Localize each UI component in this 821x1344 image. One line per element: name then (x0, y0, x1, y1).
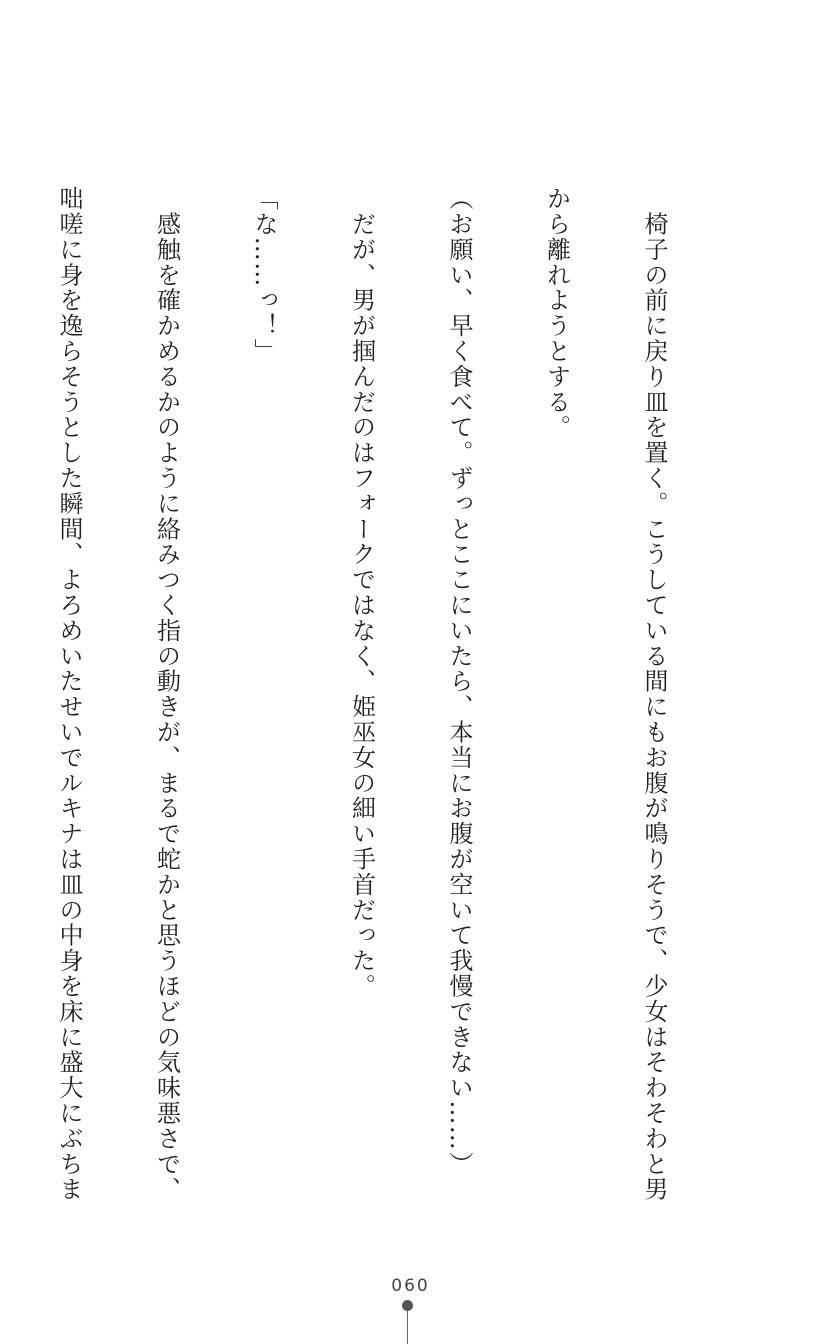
text-line: から離れようとする。 (542, 186, 571, 440)
page-number: 060 (391, 1276, 430, 1296)
folio-line-ornament (407, 1310, 408, 1344)
text-line: （お願い、早く食べて。ずっとここにいたら、本当にお腹が空いて我慢できない……） (445, 186, 473, 1177)
text-line: 咄嗟に身を逸らそうとした瞬間、よろめいたせいでルキナは皿の中身を床に盛大にぶちま (55, 186, 83, 1202)
vertical-text-body (0, 186, 735, 1202)
text-line: 「な……っ！」 (250, 186, 278, 364)
text-line: だが、男が掴んだのはフォークではなく、姫巫女の細い手首だった。 (347, 186, 376, 999)
text-line: 椅子の前に戻り皿を置く。こうしている間にもお腹が鳴りそうで、少女はそわそわと男 (640, 186, 668, 1202)
text-line: 感触を確かめるかのように絡みつく指の動きが、まるで蛇かと思うほどの気味悪さで、 (152, 186, 181, 1202)
